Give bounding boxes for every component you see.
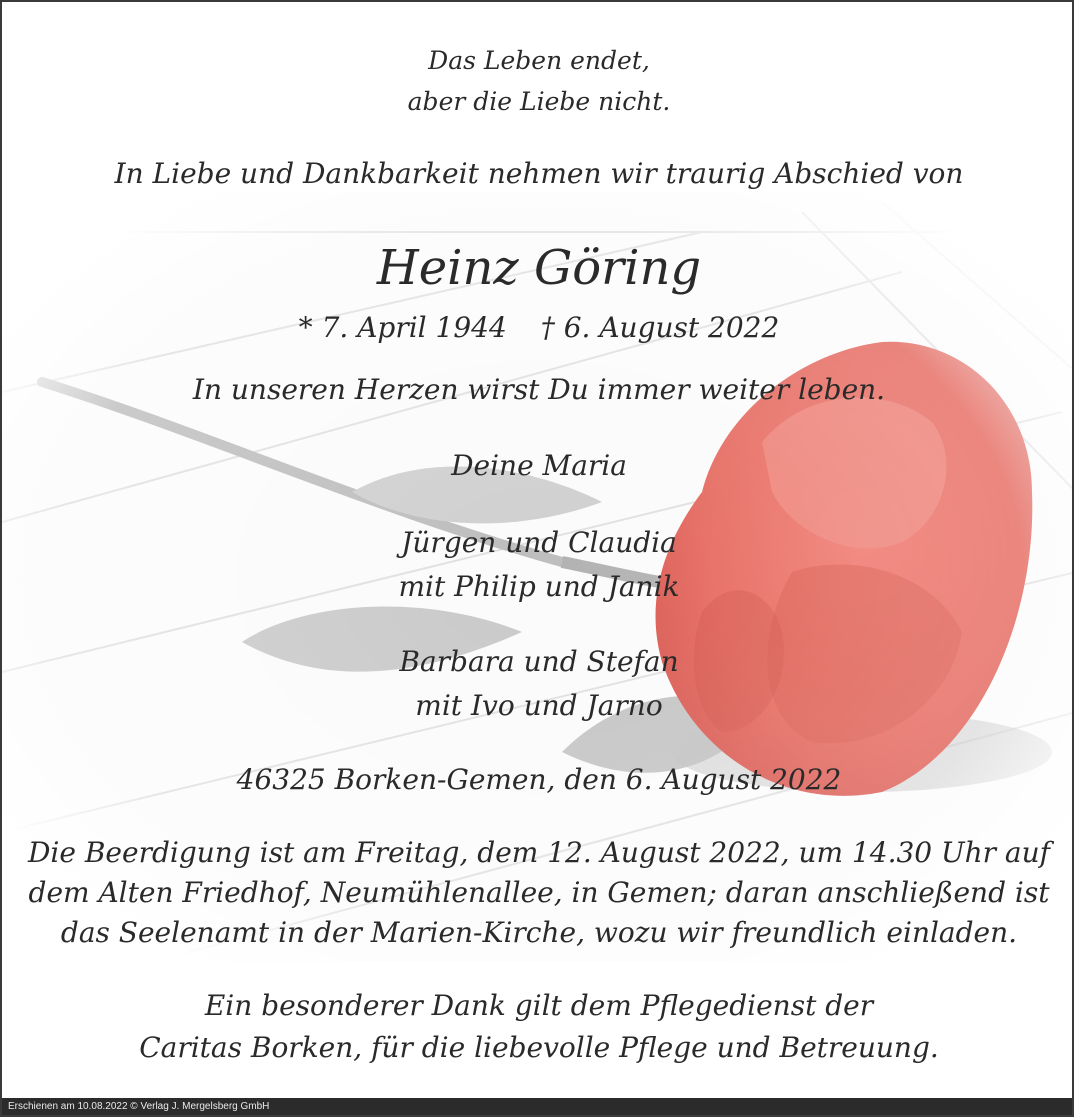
intro-text: In Liebe und Dankbarkeit nehmen wir traurig Abschied von	[114, 157, 964, 190]
thanks-line-2: Caritas Borken, für die liebevolle Pflege und Betreuung.	[139, 1031, 939, 1064]
mourner-3-line-1: Barbara und Stefan	[399, 645, 679, 678]
motto-line-1: Das Leben endet,	[428, 46, 650, 75]
mourner-3-line-2: mit Ivo und Jarno	[415, 689, 663, 722]
life-dates	[2, 306, 1074, 350]
thanks-line-1: Ein besonderer Dank gilt dem Pflegedienst der	[204, 989, 874, 1022]
quote: In unseren Herzen wirst Du immer weiter leben.	[192, 373, 886, 406]
birth-date: * 7. April 1944	[298, 311, 507, 344]
publication-footer: Erschienen am 10.08.2022 © Verlag J. Mergelsberg GmbH	[2, 1098, 1074, 1115]
mourner-2-line-1: Jürgen und Claudia	[401, 526, 677, 559]
funeral-line-3: das Seelenamt in der Marien-Kirche, wozu wir freundlich einladen.	[60, 916, 1018, 949]
funeral-line-2: dem Alten Friedhof, Neumühlenallee, in Gemen; daran anschließend ist	[28, 876, 1050, 909]
place-and-date: 46325 Borken-Gemen, den 6. August 2022	[236, 763, 842, 796]
death-date: † 6. August 2022	[540, 311, 780, 344]
deceased-name: Heinz Göring	[376, 240, 702, 296]
mourner-1-line-1: Deine Maria	[451, 449, 627, 482]
motto-line-2: aber die Liebe nicht.	[407, 87, 671, 116]
funeral-line-1: Die Beerdigung ist am Freitag, dem 12. August 2022, um 14.30 Uhr auf	[27, 836, 1050, 869]
mourner-2-line-2: mit Philip und Janik	[398, 570, 680, 603]
